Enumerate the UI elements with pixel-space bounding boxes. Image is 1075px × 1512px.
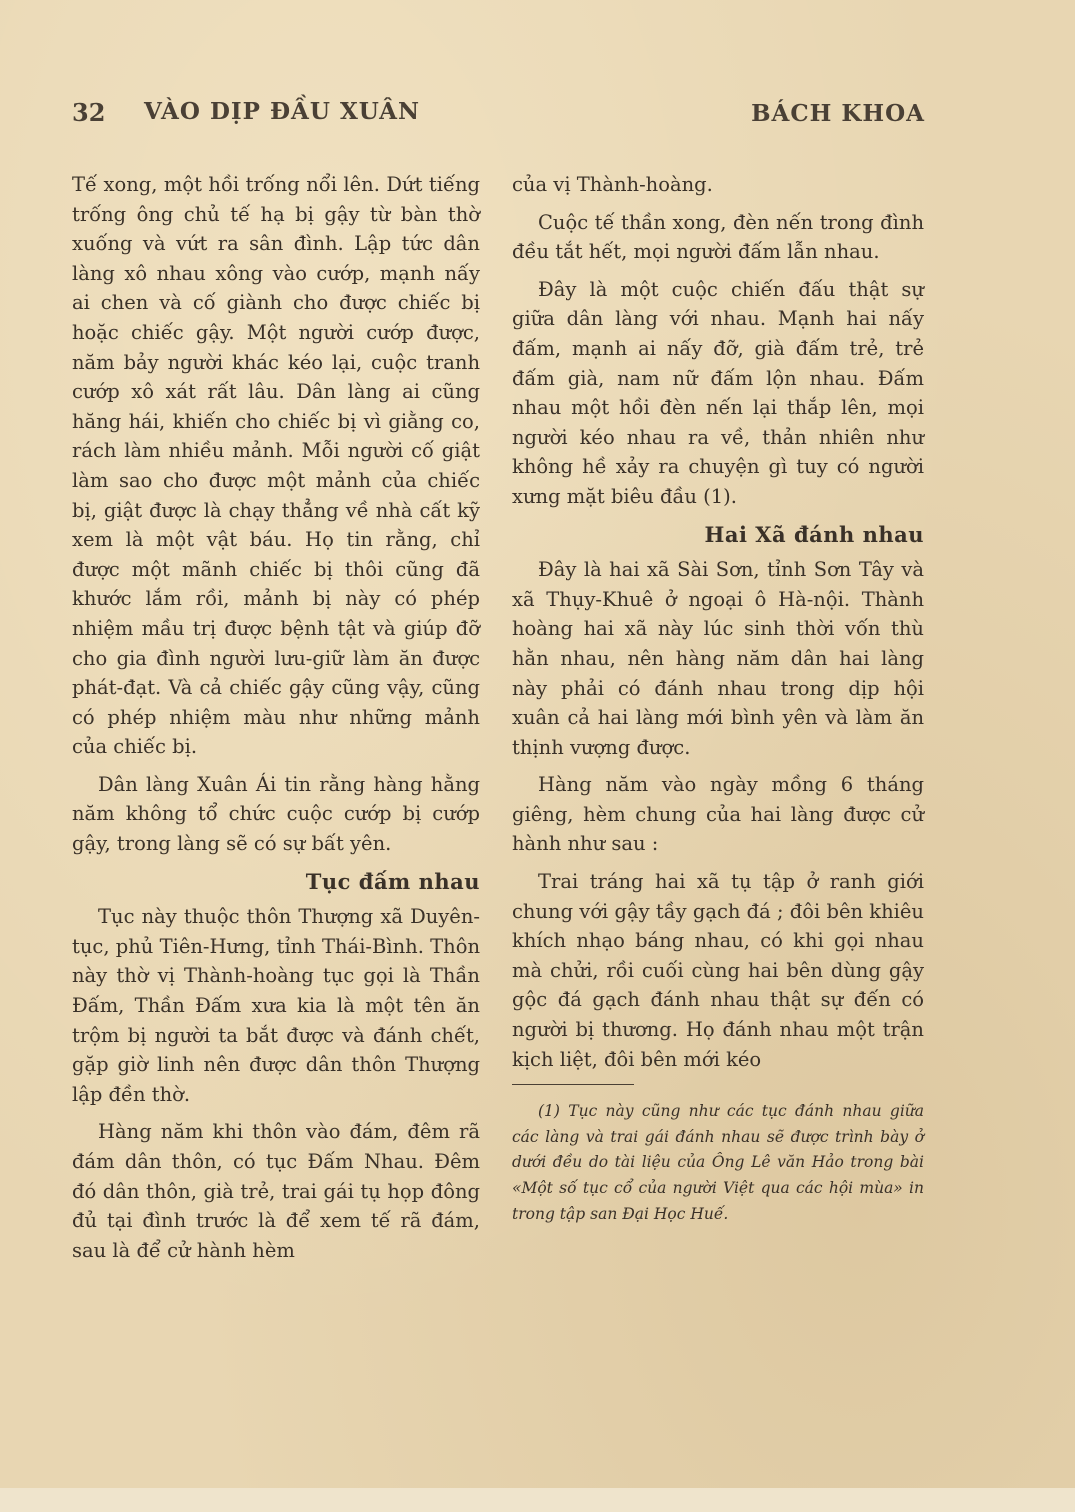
paragraph: Hàng năm khi thôn vào đám, đêm rã đám dân thôn, có tục Đấm Nhau. Đêm đó dân thôn, già trẻ, trai gái tụ họp đông đủ tại đình trước là để xem tế rã đám, sau là để cử hành hèm [72, 1120, 480, 1262]
running-title-left: VÀO DỊP ĐẦU XUÂN [144, 98, 421, 125]
left-column [72, 170, 480, 1273]
paragraph: Tục này thuộc thôn Thượng xã Duyên-tục, phủ Tiên-Hưng, tỉnh Thái-Bình. Thôn này thờ vị Thành-hoàng tục gọi là Thần Đấm, Thần Đấm xưa kia là một tên ăn trộm bị người ta bắt được và đánh chết, gặp giờ linh nên được dân thôn Thượng lập đền thờ. [72, 905, 480, 1106]
paragraph: Tế xong, một hồi trống nổi lên. Dứt tiếng trống ông chủ tế hạ bị gậy từ bàn thờ xuống và vứt ra sân đình. Lập tức dân làng xô nhau xông vào cướp, mạnh nấy ai chen và cố giành cho được chiếc bị hoặc chiếc gậy. Một người cướp được, năm bảy người khác kéo lại, cuộc tranh cướp xô xát rất lâu. Dân làng ai cũng hăng hái, khiến cho chiếc bị vì giằng co, rách làm nhiều mảnh. Mỗi người cố giật làm sao cho được một mảnh của chiếc bị, giật được là chạy thẳng về nhà cất kỹ xem là một vật báu. Họ tin rằng, chỉ được một mãnh chiếc bị thôi cũng đã khước lắm rồi, mảnh bị này có phép nhiệm mầu trị được bệnh tật và giúp đỡ cho gia đình người lưu-giữ làm ăn được phát-đạt. Và cả chiếc gậy cũng vậy, cũng có phép nhiệm màu như những mảnh của chiếc bị. [72, 173, 480, 759]
page-number: 32 [72, 98, 106, 127]
paragraph: Đây là hai xã Sài Sơn, tỉnh Sơn Tây và xã Thụy-Khuê ở ngoại ô Hà-nội. Thành hoàng hai xã này lúc sinh thời vốn thù hằn nhau, nên hàng năm dân hai làng này phải có đánh nhau trong dịp hội xuân cả hai làng mới bình yên và làm ăn thịnh vượng được. [512, 558, 924, 759]
paragraph: Cuộc tế thần xong, đèn nến trong đình đều tắt hết, mọi người đấm lẫn nhau. [512, 210, 924, 264]
paragraph: Trai tráng hai xã tụ tập ở ranh giới chung với gậy tầy gạch đá ; đôi bên khiêu khích nhạo báng nhau, có khi gọi nhau mà chửi, rồi cuối cùng hai bên dùng gậy gộc đá gạch đánh nhau thật sự đến có người bị thương. Họ đánh nhau một trận kịch liệt, đôi bên mới kéo [512, 870, 924, 1071]
page-bottom-edge [0, 1488, 1075, 1512]
right-column [512, 170, 924, 1235]
paragraph: Đây là một cuộc chiến đấu thật sự giữa dân làng với nhau. Mạnh hai nấy đấm, mạnh ai nấy đỡ, già đấm trẻ, trẻ đấm già, nam nữ đấm lộn nhau. Đấm nhau một hồi đèn nến lại thắp lên, mọi người kéo nhau ra về, thản nhiên như không hề xảy ra chuyện gì tuy có người xưng mặt biêu đầu (1). [512, 277, 924, 508]
footnote-divider [512, 1084, 634, 1085]
paragraph: Dân làng Xuân Ái tin rằng hàng hằng năm không tổ chức cuộc cướp bị cướp gậy, trong làng sẽ có sự bất yên. [72, 772, 480, 856]
running-title-right: BÁCH KHOA [751, 100, 925, 127]
section-title: Tục đấm nhau [305, 868, 480, 894]
paragraph: Hàng năm vào ngày mồng 6 tháng giêng, hèm chung của hai làng được cử hành như sau : [512, 773, 924, 856]
footnote: (1) Tục này cũng như các tục đánh nhau giữa các làng và trai gái đánh nhau sẽ được trình bày ở dưới đều do tài liệu của Ông Lê văn Hảo trong bài «Một số tục cổ của người Việt qua các hội mùa» in trong tập san Đại Học Huế. [512, 1102, 924, 1223]
paragraph: của vị Thành-hoàng. [512, 173, 713, 196]
section-title: Hai Xã đánh nhau [704, 521, 924, 547]
page-header [72, 96, 925, 136]
